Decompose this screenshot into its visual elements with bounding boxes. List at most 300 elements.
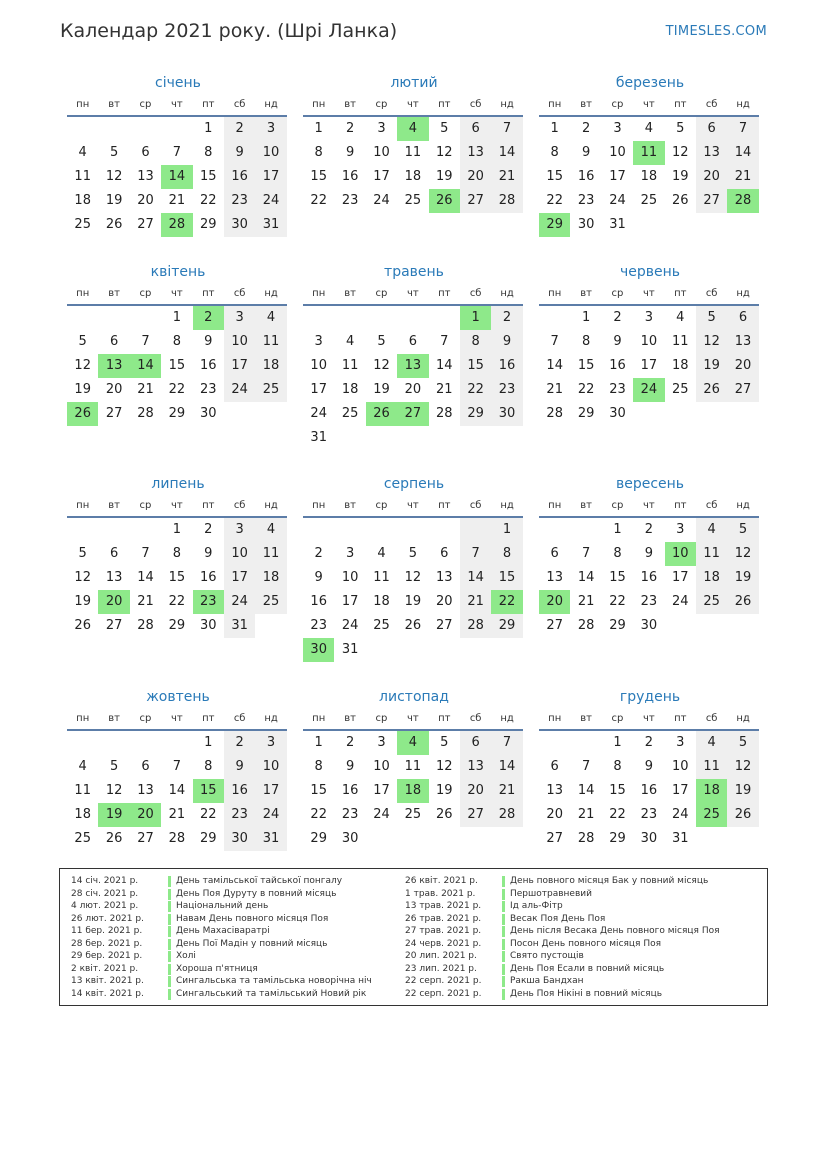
day-cell: 27 <box>105 618 123 633</box>
day-cell: 3 <box>676 522 685 537</box>
weekend-day-cell: 29 <box>460 402 491 426</box>
holiday-day-cell: 24 <box>633 378 664 402</box>
weekday-label: сб <box>233 500 246 511</box>
weekday-label: сб <box>705 713 718 724</box>
weekend-day-cell: 24 <box>224 590 255 614</box>
holiday-day-cell: 26 <box>429 189 460 213</box>
day-cell: 17 <box>341 594 359 609</box>
legend-holiday-name: День Махасіваратрі <box>176 926 270 936</box>
weekend-day-cell: 12 <box>696 330 727 354</box>
weekday-label: пн <box>548 713 562 724</box>
empty-day-cell <box>334 306 365 330</box>
day-cell: 16 <box>341 783 359 798</box>
day-cell: 29 <box>199 217 217 232</box>
day-cell: 11 <box>404 759 422 774</box>
day-cell: 13 <box>137 783 154 798</box>
weekend-day-cell: 13 <box>460 141 491 165</box>
legend-holiday-name: День тамільської тайської понгалу <box>176 876 343 886</box>
day-cell: 11 <box>671 334 689 349</box>
day-cell: 23 <box>199 382 217 397</box>
day-cell: 26 <box>671 193 689 208</box>
day-cell: 27 <box>546 831 563 846</box>
day-cell: 11 <box>74 783 91 798</box>
day-cell: 16 <box>609 358 626 373</box>
day-cell: 26 <box>435 807 453 822</box>
day-cell: 31 <box>341 642 359 657</box>
holiday-marker <box>502 939 505 950</box>
day-cell: 10 <box>640 334 658 349</box>
day-cell: 26 <box>74 618 91 633</box>
day-cell: 29 <box>310 831 327 846</box>
site-link[interactable]: TIMESLES.COM <box>665 24 767 39</box>
legend-date: 13 квіт. 2021 р. <box>71 976 144 986</box>
empty-day-cell <box>303 518 334 542</box>
holiday-day-cell: 20 <box>539 590 570 614</box>
weekday-label: сб <box>705 500 718 511</box>
weekday-label: сб <box>469 713 482 724</box>
holiday-marker <box>502 989 505 1000</box>
month-2 <box>303 73 525 213</box>
legend-row <box>405 875 720 888</box>
day-cell: 8 <box>314 759 323 774</box>
weekday-label: ср <box>139 713 152 724</box>
day-cell: 16 <box>577 169 595 184</box>
weekend-day-cell: 11 <box>696 755 727 779</box>
weekday-label: чт <box>407 713 419 724</box>
day-cell: 21 <box>435 382 453 397</box>
day-cell: 12 <box>373 358 390 373</box>
weekday-label: ср <box>375 500 388 511</box>
weekday-label: чт <box>643 500 655 511</box>
weekday-label: чт <box>171 99 183 110</box>
holiday-day-cell: 22 <box>491 590 522 614</box>
legend-date: 22 серп. 2021 р. <box>405 976 482 986</box>
weekend-day-cell: 23 <box>224 803 255 827</box>
day-cell: 30 <box>577 217 595 232</box>
day-cell: 4 <box>78 145 87 160</box>
legend-row <box>71 900 372 913</box>
day-cell: 24 <box>341 618 359 633</box>
day-cell: 2 <box>345 735 355 750</box>
day-cell: 15 <box>609 783 626 798</box>
day-cell: 3 <box>377 735 386 750</box>
day-cell: 5 <box>377 334 386 349</box>
empty-day-cell <box>130 117 161 141</box>
day-cell: 23 <box>640 807 658 822</box>
legend-row <box>71 913 372 926</box>
weekday-label: вт <box>108 99 120 110</box>
weekday-header <box>67 710 289 727</box>
day-cell: 16 <box>640 783 658 798</box>
weekend-day-cell: 23 <box>491 378 522 402</box>
weekend-day-cell: 17 <box>224 566 255 590</box>
holiday-marker <box>502 951 505 962</box>
day-cell: 4 <box>676 310 685 325</box>
weekday-label: пт <box>438 99 451 110</box>
weekend-day-cell: 3 <box>255 117 286 141</box>
weekday-label: нд <box>264 99 278 110</box>
day-cell: 28 <box>577 618 595 633</box>
holiday-marker <box>168 926 171 937</box>
day-cell: 19 <box>435 783 453 798</box>
day-cell: 8 <box>550 145 559 160</box>
day-cell: 13 <box>137 169 154 184</box>
weekend-day-cell: 4 <box>696 518 727 542</box>
weekday-label: пн <box>76 99 90 110</box>
legend-holiday-name: Холі <box>176 951 196 961</box>
day-cell: 19 <box>105 193 123 208</box>
legend-column-left <box>71 875 372 1000</box>
legend-date: 28 січ. 2021 р. <box>71 888 139 899</box>
weekday-label: чт <box>643 713 655 724</box>
day-cell: 6 <box>550 759 559 774</box>
holiday-day-cell: 30 <box>303 638 334 662</box>
day-cell: 24 <box>671 594 689 609</box>
legend-row <box>71 938 372 951</box>
day-cell: 30 <box>640 618 658 633</box>
day-cell: 13 <box>435 570 453 585</box>
day-cell: 11 <box>373 570 390 585</box>
legend-row <box>71 925 372 938</box>
legend-holiday-name: Сингальський та тамільський Новий рік <box>176 988 367 999</box>
weekday-label: сб <box>705 99 718 110</box>
day-cell: 11 <box>341 358 359 373</box>
weekend-day-cell: 27 <box>696 189 727 213</box>
weekend-day-cell: 7 <box>460 542 491 566</box>
weekend-day-cell: 15 <box>460 354 491 378</box>
weekend-day-cell: 16 <box>224 779 255 803</box>
weekday-label: ср <box>139 288 152 299</box>
weekend-day-cell: 7 <box>727 117 758 141</box>
weekend-day-cell: 6 <box>727 306 758 330</box>
legend-row <box>405 988 720 1001</box>
empty-day-cell <box>334 518 365 542</box>
day-cell: 3 <box>644 310 653 325</box>
weekday-label: нд <box>500 99 514 110</box>
empty-day-cell <box>98 731 129 755</box>
weekend-day-cell: 25 <box>696 590 727 614</box>
weekend-day-cell: 26 <box>696 378 727 402</box>
empty-day-cell <box>570 731 601 755</box>
day-cell: 25 <box>404 193 422 208</box>
day-cell: 6 <box>109 546 119 561</box>
day-cell: 6 <box>408 334 417 349</box>
weekend-day-cell: 3 <box>255 731 286 755</box>
empty-day-cell <box>67 306 98 330</box>
day-cell: 19 <box>373 382 390 397</box>
weekday-label: пн <box>76 500 90 511</box>
weekend-day-cell: 6 <box>696 117 727 141</box>
day-cell: 12 <box>74 570 91 585</box>
month-title: квітень <box>150 264 206 280</box>
weekend-day-cell: 4 <box>696 731 727 755</box>
day-cell: 21 <box>577 594 595 609</box>
page-title: Календар 2021 року. (Шрі Ланка) <box>60 20 398 42</box>
day-cell: 2 <box>644 735 653 750</box>
legend-row <box>405 950 720 963</box>
day-cell: 8 <box>581 334 591 349</box>
holiday-day-cell: 19 <box>98 803 129 827</box>
weekend-day-cell: 20 <box>460 165 491 189</box>
weekend-day-cell: 28 <box>491 189 522 213</box>
empty-day-cell <box>429 518 460 542</box>
day-cell: 6 <box>109 334 119 349</box>
holiday-day-cell: 25 <box>696 803 727 827</box>
holiday-day-cell: 20 <box>98 590 129 614</box>
day-cell: 15 <box>168 358 186 373</box>
weekday-label: пт <box>438 500 451 511</box>
weekday-header <box>539 497 761 514</box>
day-grid <box>539 306 761 426</box>
legend-date: 4 лют. 2021 р. <box>71 901 139 911</box>
weekend-day-cell: 17 <box>255 779 286 803</box>
weekend-day-cell: 8 <box>491 542 522 566</box>
month-title: січень <box>155 75 201 91</box>
day-cell: 4 <box>377 546 386 561</box>
legend-date: 14 квіт. 2021 р. <box>71 988 144 999</box>
weekday-label: сб <box>469 500 482 511</box>
day-cell: 31 <box>609 217 626 232</box>
weekend-day-cell: 3 <box>224 306 255 330</box>
empty-day-cell <box>429 306 460 330</box>
day-cell: 11 <box>74 169 91 184</box>
empty-day-cell <box>67 731 98 755</box>
weekend-day-cell: 16 <box>491 354 522 378</box>
day-cell: 30 <box>640 831 658 846</box>
day-cell: 17 <box>640 358 658 373</box>
day-cell: 20 <box>404 382 422 397</box>
weekday-label: пт <box>202 500 215 511</box>
weekday-label: чт <box>171 713 183 724</box>
day-cell: 4 <box>644 121 653 136</box>
legend-holiday-name: День Поя Есали в повний місяць <box>510 963 665 974</box>
legend-date: 1 трав. 2021 р. <box>405 888 476 899</box>
day-cell: 22 <box>199 193 217 208</box>
day-cell: 14 <box>577 570 595 585</box>
weekday-header <box>67 285 289 302</box>
day-cell: 1 <box>172 522 181 537</box>
legend-row <box>71 988 372 1001</box>
day-cell: 14 <box>577 783 595 798</box>
holiday-marker <box>168 939 171 950</box>
day-cell: 21 <box>168 193 186 208</box>
holiday-day-cell: 20 <box>130 803 161 827</box>
day-cell: 13 <box>546 783 563 798</box>
day-cell: 16 <box>199 358 217 373</box>
day-cell: 1 <box>204 121 213 136</box>
weekend-day-cell: 16 <box>224 165 255 189</box>
day-cell: 22 <box>199 807 217 822</box>
legend-row <box>405 938 720 951</box>
empty-day-cell <box>303 306 334 330</box>
legend-row <box>71 875 372 888</box>
weekday-label: сб <box>705 288 718 299</box>
day-cell: 25 <box>640 193 658 208</box>
weekday-label: сб <box>469 99 482 110</box>
day-cell: 7 <box>581 759 591 774</box>
day-cell: 9 <box>345 759 355 774</box>
weekend-day-cell: 4 <box>255 306 286 330</box>
day-cell: 16 <box>341 169 359 184</box>
legend-row <box>405 900 720 913</box>
weekday-header <box>303 285 525 302</box>
legend-date: 2 квіт. 2021 р. <box>71 963 139 974</box>
day-cell: 24 <box>609 193 626 208</box>
day-cell: 3 <box>676 735 685 750</box>
weekend-day-cell: 31 <box>224 614 255 638</box>
empty-day-cell <box>98 117 129 141</box>
holiday-marker <box>502 926 505 937</box>
day-cell: 9 <box>204 334 213 349</box>
day-cell: 30 <box>199 406 217 421</box>
legend-holiday-name: День Поя Нікіні в повний місяць <box>510 988 663 999</box>
day-grid <box>67 518 289 638</box>
weekday-label: пн <box>76 288 90 299</box>
weekday-label: вт <box>344 99 356 110</box>
day-grid <box>303 518 525 662</box>
legend-row <box>71 963 372 976</box>
legend-holiday-name: Ракша Бандхан <box>510 976 584 986</box>
weekday-label: пт <box>674 500 687 511</box>
weekday-label: пн <box>76 713 90 724</box>
weekend-day-cell: 17 <box>224 354 255 378</box>
weekend-day-cell: 19 <box>727 779 758 803</box>
day-cell: 23 <box>577 193 595 208</box>
day-cell: 17 <box>609 169 626 184</box>
weekend-day-cell: 19 <box>696 354 727 378</box>
day-cell: 25 <box>404 807 422 822</box>
weekend-day-cell: 14 <box>727 141 758 165</box>
weekend-day-cell: 22 <box>460 378 491 402</box>
day-cell: 23 <box>310 618 327 633</box>
day-cell: 18 <box>74 193 91 208</box>
day-cell: 4 <box>345 334 355 349</box>
empty-day-cell <box>539 518 570 542</box>
weekday-label: нд <box>736 713 750 724</box>
day-cell: 26 <box>105 217 123 232</box>
holiday-marker <box>168 914 171 925</box>
day-cell: 2 <box>204 522 213 537</box>
month-12 <box>539 687 761 851</box>
holiday-day-cell: 2 <box>193 306 224 330</box>
legend-holiday-name: Весак Поя День Поя <box>510 913 606 924</box>
holiday-day-cell: 4 <box>397 117 428 141</box>
day-cell: 15 <box>310 783 327 798</box>
empty-day-cell <box>67 117 98 141</box>
day-grid <box>539 518 761 638</box>
weekend-day-cell: 4 <box>255 518 286 542</box>
weekday-label: вт <box>108 713 120 724</box>
day-cell: 25 <box>74 217 91 232</box>
day-cell: 1 <box>581 310 591 325</box>
weekday-label: чт <box>643 288 655 299</box>
day-cell: 24 <box>373 807 390 822</box>
weekday-label: нд <box>264 288 278 299</box>
day-cell: 7 <box>581 546 591 561</box>
weekday-label: чт <box>407 99 419 110</box>
day-cell: 1 <box>172 310 181 325</box>
day-cell: 31 <box>671 831 689 846</box>
day-cell: 14 <box>137 570 154 585</box>
empty-day-cell <box>460 518 491 542</box>
holiday-day-cell: 13 <box>397 354 428 378</box>
day-cell: 5 <box>676 121 685 136</box>
weekday-label: ср <box>375 288 388 299</box>
weekday-label: нд <box>736 288 750 299</box>
holiday-day-cell: 18 <box>397 779 428 803</box>
legend-holiday-name: Хороша п'ятниця <box>176 963 258 974</box>
weekday-label: пн <box>548 99 562 110</box>
weekend-day-cell: 20 <box>460 779 491 803</box>
day-cell: 4 <box>78 759 87 774</box>
holiday-day-cell: 27 <box>397 402 428 426</box>
weekday-label: пт <box>438 713 451 724</box>
day-cell: 22 <box>609 594 626 609</box>
weekend-day-cell: 1 <box>491 518 522 542</box>
legend-holiday-name: Сингальська та тамільська новорічна ніч <box>176 976 372 986</box>
day-cell: 28 <box>137 406 154 421</box>
weekday-label: сб <box>469 288 482 299</box>
weekend-day-cell: 25 <box>255 590 286 614</box>
weekend-day-cell: 5 <box>727 731 758 755</box>
day-cell: 5 <box>440 735 449 750</box>
day-cell: 5 <box>440 121 449 136</box>
day-cell: 9 <box>314 570 323 585</box>
empty-day-cell <box>539 306 570 330</box>
weekend-day-cell: 21 <box>460 590 491 614</box>
day-grid <box>303 117 525 213</box>
month-title: травень <box>384 264 444 280</box>
day-cell: 3 <box>345 546 355 561</box>
day-cell: 9 <box>345 145 355 160</box>
day-cell: 29 <box>199 831 217 846</box>
day-cell: 20 <box>137 193 154 208</box>
day-cell: 20 <box>105 382 123 397</box>
day-cell: 12 <box>404 570 422 585</box>
day-cell: 6 <box>550 546 559 561</box>
day-cell: 18 <box>341 382 359 397</box>
day-cell: 7 <box>172 145 181 160</box>
day-cell: 5 <box>109 759 119 774</box>
legend-holiday-name: День Поя Дуруту в повний місяць <box>176 888 337 899</box>
weekday-header <box>303 710 525 727</box>
legend-holiday-name: Посон День повного місяця Поя <box>510 938 662 949</box>
holiday-day-cell: 23 <box>193 590 224 614</box>
day-cell: 15 <box>546 169 563 184</box>
weekend-day-cell: 7 <box>491 731 522 755</box>
weekend-day-cell: 21 <box>491 165 522 189</box>
weekday-label: сб <box>233 99 246 110</box>
day-cell: 22 <box>546 193 563 208</box>
weekend-day-cell: 3 <box>224 518 255 542</box>
holiday-day-cell: 15 <box>193 779 224 803</box>
holiday-day-cell: 13 <box>98 354 129 378</box>
day-grid <box>67 117 289 237</box>
legend-row <box>405 975 720 988</box>
weekend-day-cell: 20 <box>696 165 727 189</box>
empty-day-cell <box>366 306 397 330</box>
day-cell: 3 <box>377 121 386 136</box>
day-cell: 23 <box>341 807 359 822</box>
holiday-marker <box>502 889 505 900</box>
weekday-label: пт <box>438 288 451 299</box>
day-cell: 21 <box>137 594 154 609</box>
legend-row <box>405 913 720 926</box>
weekend-day-cell: 28 <box>460 614 491 638</box>
day-cell: 28 <box>168 831 186 846</box>
empty-day-cell <box>67 518 98 542</box>
holiday-marker <box>502 901 505 912</box>
